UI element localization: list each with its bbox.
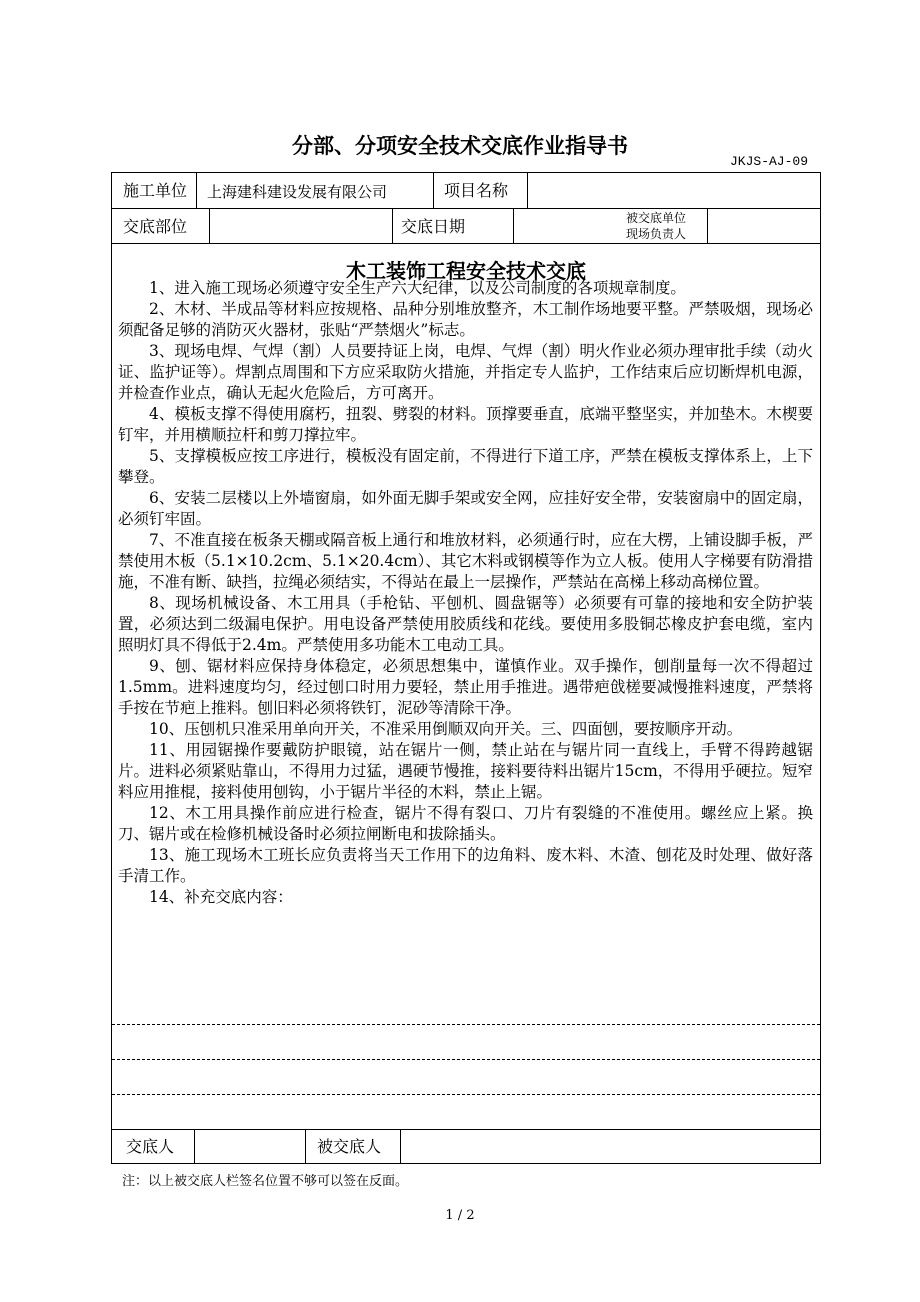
clause-12: 12、木工用具操作前应进行检查，锯片不得有裂口、刀片有裂缝的不准使用。螺丝应上紧。换刀、锯片或在检修机械设备时必须拉闸断电和拔除插头。 [118, 804, 813, 843]
page-number: 1 / 2 [445, 1208, 475, 1223]
section-title: 木工装饰工程安全技术交底 [346, 259, 586, 283]
discloser-label: 交底人 [126, 1137, 175, 1156]
clause-10: 10、压刨机只准采用单向开关，不准采用倒顺双向开关。三、四面刨，要按顺序开动。 [149, 720, 743, 738]
clause-13: 13、施工现场木工班长应负责将当天工作用下的边角料、废木料、木渣、刨花及时处理、做好落手清工作。 [118, 846, 813, 885]
construction-unit-label: 施工单位 [123, 181, 188, 200]
clause-14: 14、补充交底内容： [149, 888, 293, 906]
clause-9: 9、刨、锯材料应保持身体稳定，必须思想集中，谨慎作业。双手操作，刨削量每一次不得超过1.5mm。进料速度均匀，经过刨口时用力要轻，禁止用手推进。遇带疤戗槎要减慢推料速度，严禁将手按在节疤上推料。刨旧料必须将铁钉，泥砂等清除干净。 [118, 657, 813, 717]
recipient-label: 被交底人 [317, 1137, 382, 1156]
document-title: 分部、分项安全技术交底作业指导书 [292, 134, 628, 158]
clause-8: 8、现场机械设备、木工用具（手枪钻、平刨机、圆盘锯等）必须要有可靠的接地和安全防护装置，必须达到二级漏电保护。用电设备严禁使用胶质线和花线。要使用多股铜芯橡皮护套电缆，室内照明灯具不得低于2.4m。严禁使用多功能木工电动工具。 [118, 594, 813, 654]
disclosure-date-label: 交底日期 [401, 217, 466, 236]
clause-4: 4、模板支撑不得使用腐朽，扭裂、劈裂的材料。顶撑要垂直，底端平整坚实，并加垫木。木楔要钉牢，并用横顺拉杆和剪刀撑拉牢。 [118, 405, 813, 444]
site-manager-label: 现场负责人 [626, 227, 687, 241]
supplement-line [112, 1094, 820, 1095]
clause-7: 7、不准直接在板条天棚或隔音板上通行和堆放材料，必须通行时，应在大楞，上铺设脚手板，严禁使用木板（5.1×10.2cm、5.1×20.4cm）、其它木料或钢模等作为立人板。使用人字梯要有防滑措施，不准有断、缺挡，拉绳必须结实，不得站在最上一层操作，严禁站在高梯上移动高梯位置。 [118, 531, 813, 591]
supplement-line [112, 1059, 820, 1060]
clause-6: 6、安装二层楼以上外墙窗扇，如外面无脚手架或安全网，应挂好安全带，安装窗扇中的固定扇，必须钉牢固。 [118, 489, 813, 528]
clause-1: 1、进入施工现场必须遵守安全生产六大纪律，以及公司制度的各项规章制度。 [149, 279, 686, 297]
disclosure-part-label: 交底部位 [123, 217, 188, 236]
document-code: JKJS-AJ-09 [729, 154, 808, 169]
footnote: 注：以上被交底人栏签名位置不够可以签在反面。 [122, 1174, 409, 1189]
clause-11: 11、用园锯操作要戴防护眼镜，站在锯片一侧，禁止站在与锯片同一直线上，手臂不得跨越锯片。进料必须紧贴靠山，不得用力过猛，遇硬节慢推，接料要待料出锯片15cm，不得用乎硬拉。短窄料应用推棍，接料使用刨钩，小于锯片半径的木料，禁止上锯。 [118, 741, 813, 801]
supplement-line [112, 1024, 820, 1025]
clause-5: 5、支撑模板应按工序进行，模板没有固定前，不得进行下道工序，严禁在模板支撑体系上，上下攀登。 [118, 447, 813, 486]
clause-2: 2、木材、半成品等材料应按规格、品种分别堆放整齐，木工制作场地要平整。严禁吸烟，现场必须配备足够的消防灭火器材，张贴“严禁烟火”标志。 [118, 300, 813, 339]
project-name-label: 项目名称 [444, 181, 509, 200]
disclosure-form [111, 172, 821, 1164]
clause-3: 3、现场电焊、气焊（割）人员要持证上岗，电焊、气焊（割）明火作业必须办理审批手续（动火证、监护证等）。焊割点周围和下方应采取防火措施，并指定专人监护，工作结束后应切断焊机电源，并检查作业点，确认无起火危险后，方可离开。 [118, 342, 813, 402]
recipient-unit-label: 被交底单位 [626, 211, 687, 225]
construction-unit-value: 上海建科建设发展有限公司 [207, 183, 388, 201]
disclosure-content [118, 278, 813, 908]
